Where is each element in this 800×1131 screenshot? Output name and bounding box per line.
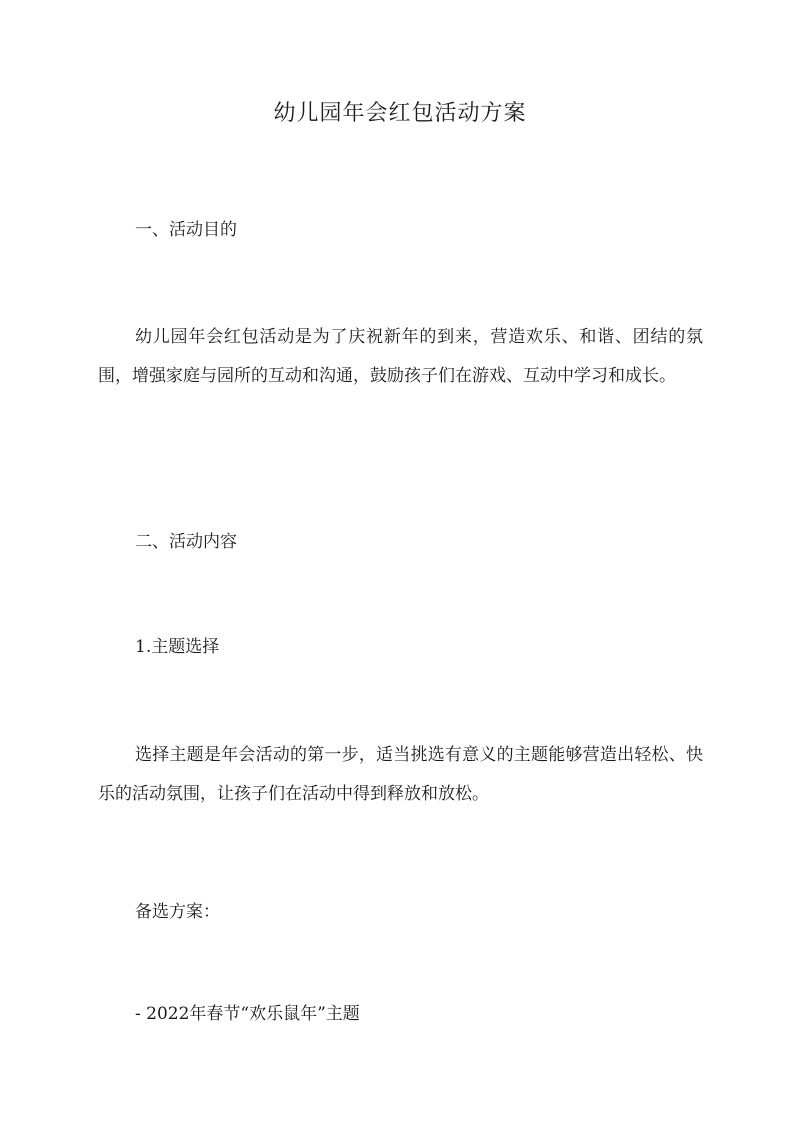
paragraph-theme: 选择主题是年会活动的第一步，适当挑选有意义的主题能够营造出轻松、快乐的活动氛围，让孩子们在活动中得到释放和放松。 (98, 745, 703, 804)
option-item: - 2022年春节“欢乐鼠年”主题 (135, 1004, 360, 1024)
document-title: 幼儿园年会红包活动方案 (273, 101, 527, 126)
subsection-heading-theme: 1.主题选择 (135, 637, 220, 657)
section-heading-content: 二、活动内容 (135, 532, 237, 552)
options-label: 备选方案： (135, 902, 220, 922)
section-heading-purpose: 一、活动目的 (135, 220, 237, 240)
paragraph-purpose: 幼儿园年会红包活动是为了庆祝新年的到来，营造欢乐、和谐、团结的氛围，增强家庭与园所的互动和沟通，鼓励孩子们在游戏、互动中学习和成长。 (98, 327, 703, 386)
